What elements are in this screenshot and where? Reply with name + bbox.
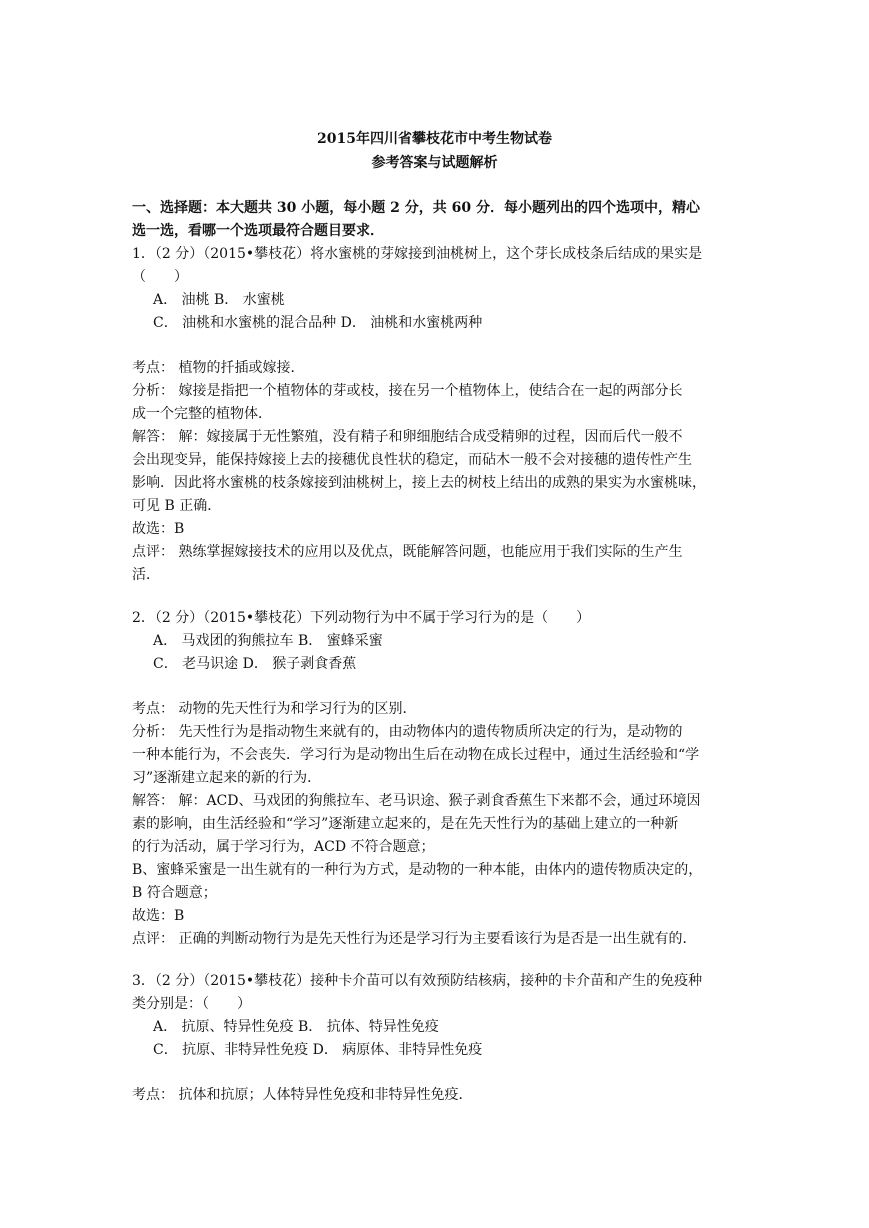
q2-jieda-line4: B、蜜蜂采蜜是一出生就有的一种行为方式，是动物的一种本能，由体内的遗传物质决定的，: [132, 862, 703, 878]
q3-stem-line2: 类分别是：（ ）: [132, 996, 251, 1012]
q1-kaodian: 考点： 植物的扦插或嫁接．: [132, 360, 305, 376]
q3-kaodian: 考点： 抗体和抗原；人体特异性免疫和非特异性免疫．: [132, 1087, 473, 1103]
q2-jieda-line2: 素的影响，由生活经验和“学习”逐渐建立起来的，是在先天性行为的基础上建立的一种新: [132, 816, 679, 832]
section-heading-line1: 一、选择题：本大题共 30 小题，每小题 2 分，共 60 分．每小题列出的四个选项中，精心: [132, 200, 700, 216]
q2-kaodian: 考点： 动物的先天性行为和学习行为的区别．: [132, 701, 417, 717]
q1-answer: 故选：B: [132, 521, 185, 537]
q2-stem-line1: 2．（2 分）（2015•攀枝花）下列动物行为中不属于学习行为的是（ ）: [132, 610, 591, 626]
q1-stem-line1: 1．（2 分）（2015•攀枝花）将水蜜桃的芽嫁接到油桃树上，这个芽长成枝条后结成的果实是: [132, 246, 703, 262]
q2-jieda-line3: 的行为活动，属于学习行为，ACD 不符合题意；: [132, 839, 435, 855]
q2-jieda-line1: 解答： 解：ACD、马戏团的狗熊拉车、老马识途、猴子剥食香蕉生下来都不会，通过环境因: [132, 793, 701, 809]
q1-options-ab: A． 油桃 B． 水蜜桃: [153, 292, 285, 308]
q1-jieda-line4: 可见 B 正确．: [132, 498, 222, 514]
q1-jieda-line3: 影响．因此将水蜜桃的枝条嫁接到油桃树上，接上去的树枝上结出的成熟的果实为水蜜桃味，: [132, 475, 706, 491]
q1-options-cd: C． 油桃和水蜜桃的混合品种 D． 油桃和水蜜桃两种: [153, 315, 483, 331]
q1-jieda-line1: 解答： 解：嫁接属于无性繁殖，没有精子和卵细胞结合成受精卵的过程，因而后代一般不: [132, 429, 683, 445]
q3-options-cd: C． 抗原、非特异性免疫 D． 病原体、非特异性免疫: [153, 1042, 483, 1058]
q2-fenxi-line2: 一种本能行为，不会丧失．学习行为是动物出生后在动物在成长过程中，通过生活经验和“学: [132, 747, 700, 763]
q3-stem-line1: 3．（2 分）（2015•攀枝花）接种卡介苗可以有效预防结核病，接种的卡介苗和产生的免疫种: [132, 973, 703, 989]
q1-stem-line2: （ ）: [132, 269, 188, 285]
document-title: 2015年四川省攀枝花市中考生物试卷: [317, 131, 552, 147]
q1-fenxi-line2: 成一个完整的植物体．: [132, 406, 272, 422]
q2-fenxi-line3: 习”逐渐建立起来的新的行为．: [132, 770, 322, 786]
q2-jieda-line5: B 符合题意；: [132, 885, 217, 901]
document-subtitle: 参考答案与试题解析: [371, 155, 498, 171]
q2-options-cd: C． 老马识途 D． 猴子剥食香蕉: [153, 656, 357, 672]
q2-answer: 故选：B: [132, 908, 185, 924]
q3-options-ab: A． 抗原、特异性免疫 B． 抗体、特异性免疫: [153, 1019, 439, 1035]
q1-jieda-line2: 会出现变异，能保持嫁接上去的接穗优良性状的稳定，而砧木一般不会对接穗的遗传性产生: [132, 452, 692, 468]
q1-dianping-line2: 活．: [132, 567, 160, 583]
q2-fenxi-line1: 分析： 先天性行为是指动物生来就有的，由动物体内的遗传物质所决定的行为，是动物的: [132, 724, 683, 740]
q1-dianping-line1: 点评： 熟练掌握嫁接技术的应用以及优点，既能解答问题，也能应用于我们实际的生产生: [132, 544, 683, 560]
q1-fenxi-line1: 分析： 嫁接是指把一个植物体的芽或枝，接在另一个植物体上，使结合在一起的两部分长: [132, 383, 683, 399]
q2-dianping-line1: 点评： 正确的判断动物行为是先天性行为还是学习行为主要看该行为是否是一出生就有的．: [132, 931, 697, 947]
section-heading-line2: 选一选，看哪一个选项最符合题目要求．: [132, 223, 384, 239]
q2-options-ab: A． 马戏团的狗熊拉车 B． 蜜蜂采蜜: [153, 633, 383, 649]
